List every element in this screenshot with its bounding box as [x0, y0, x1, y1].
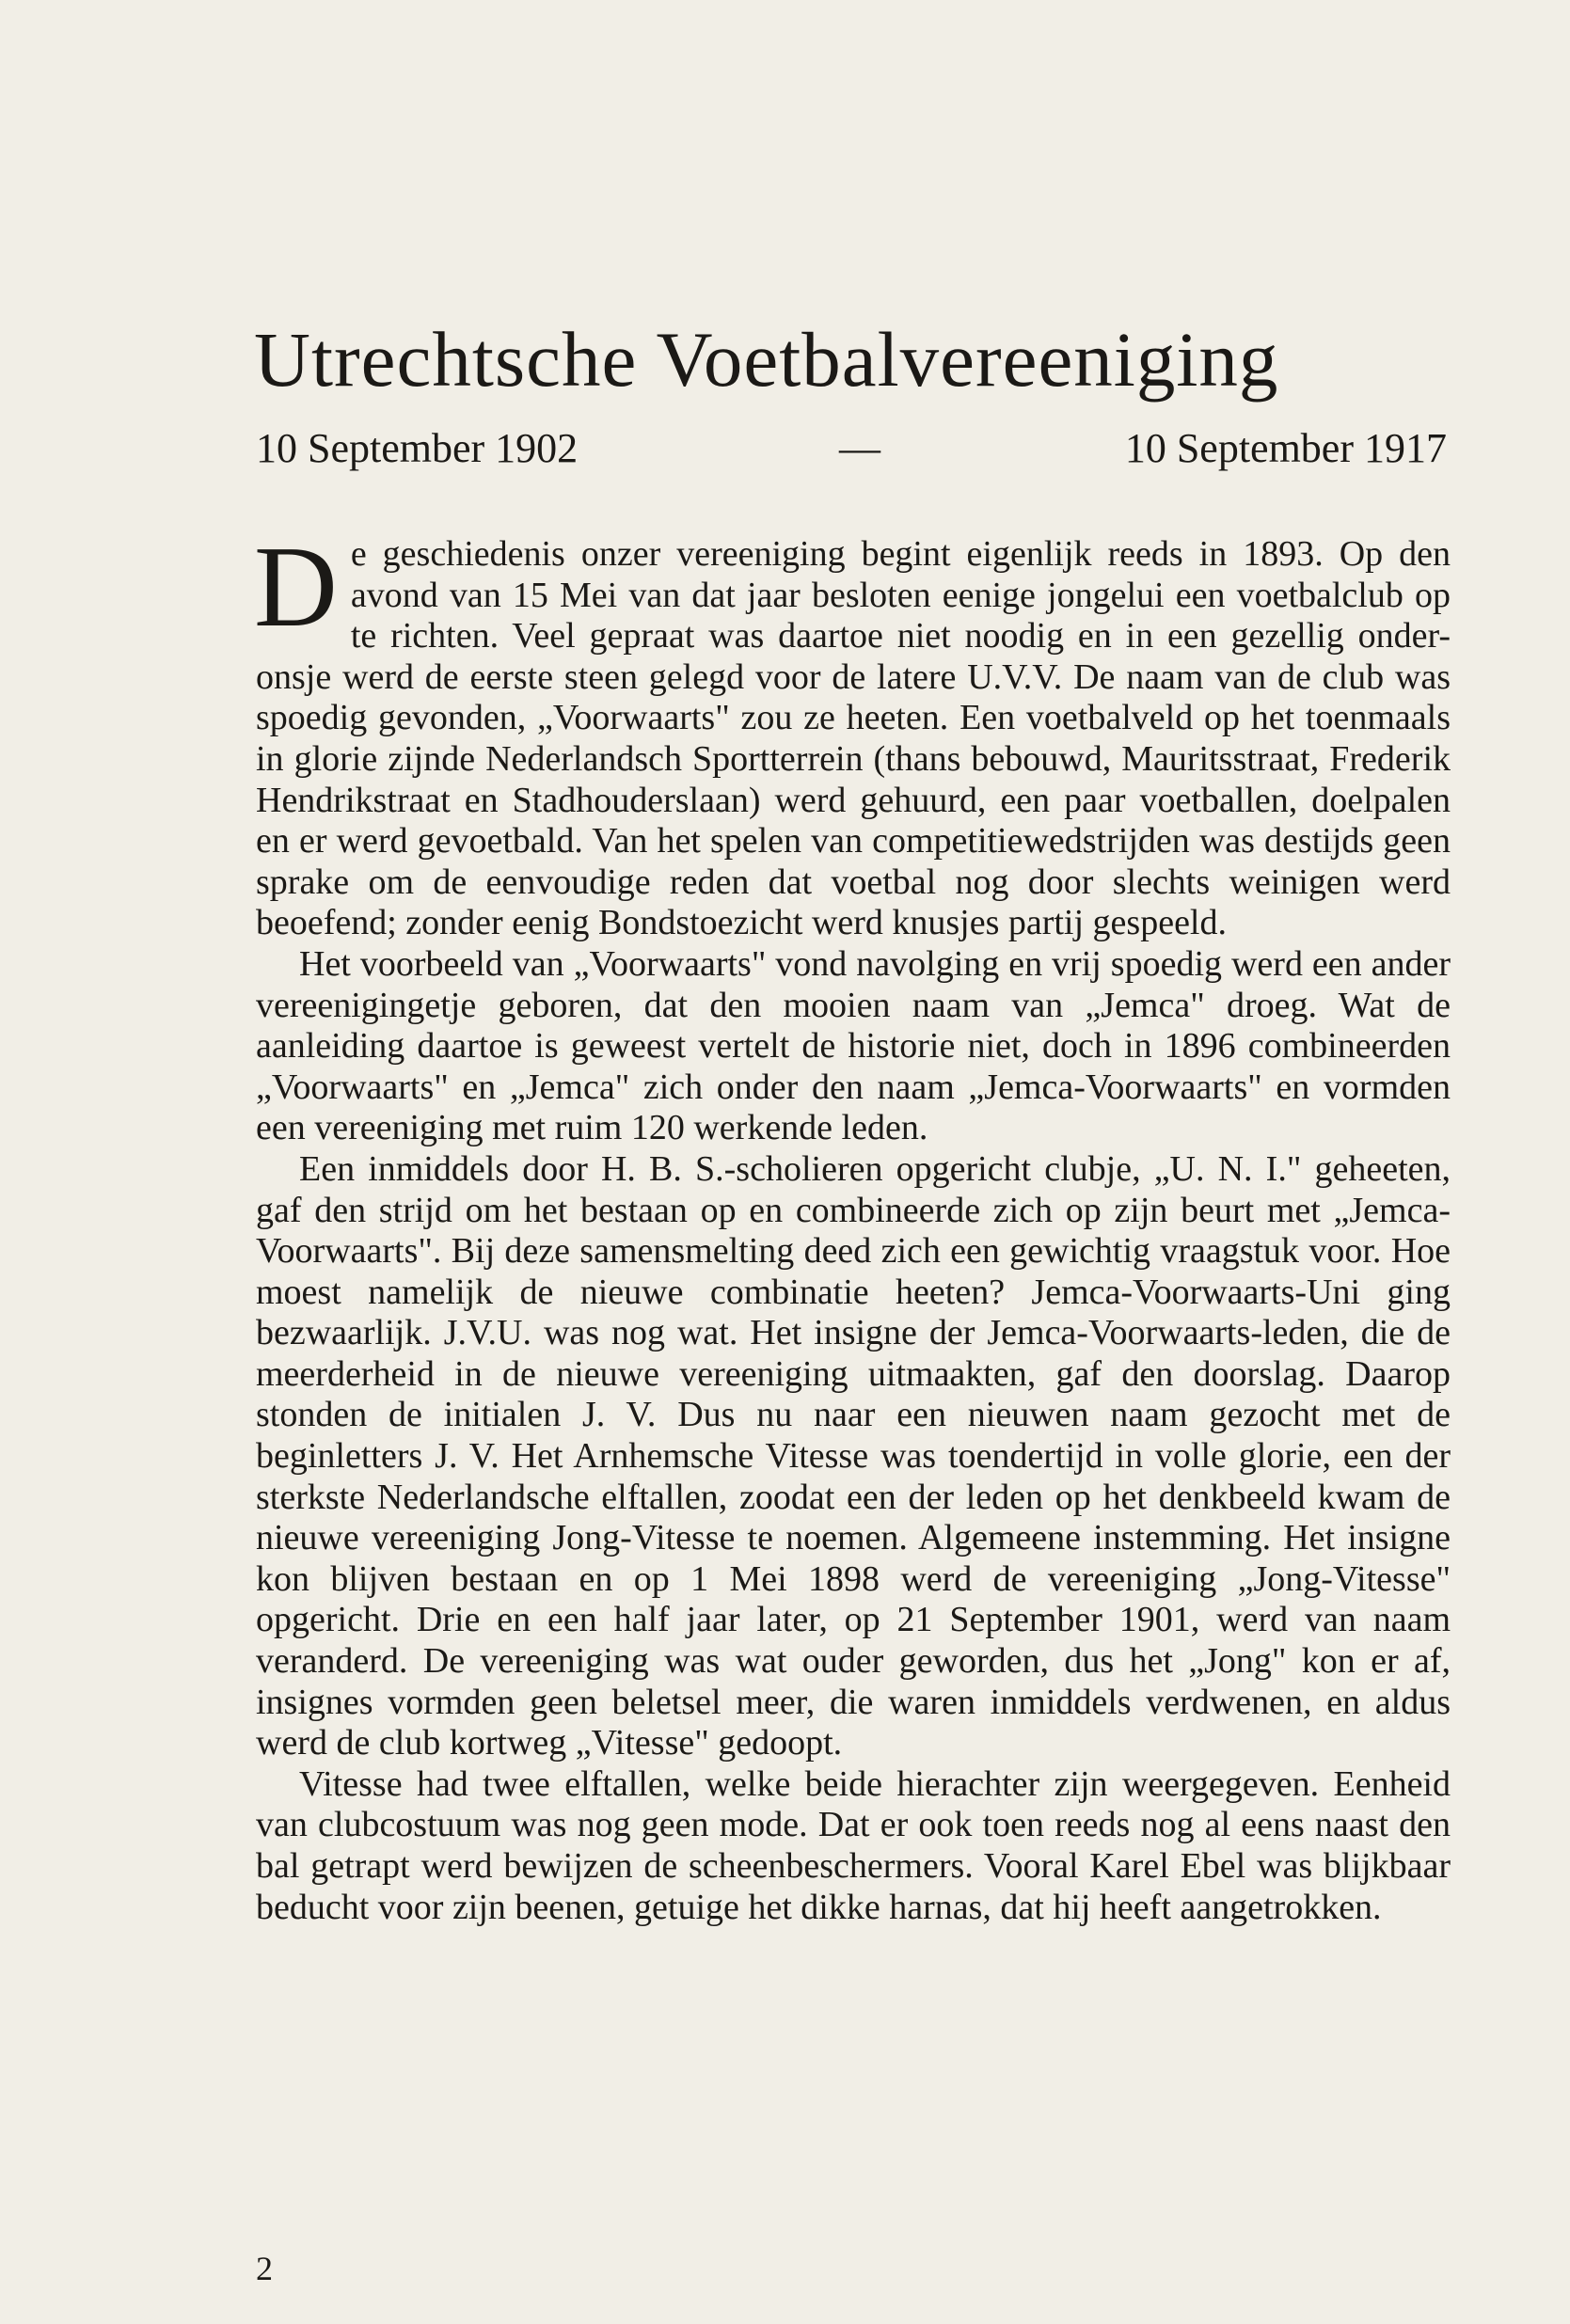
article-body — [254, 522, 1451, 1928]
start-date: 10 September 1902 — [256, 425, 579, 471]
paragraph-3: Een inmiddels door H. B. S.-scholieren opgericht clubje, „U. N. I." geheeten, gaf den strijd om het bestaan op en combineerde zich op zijn beurt met „Jemca-Voorwaarts". Bij deze samensmelting deed zich een gewichtig vraagstuk voor. Hoe moest namelijk de nieuwe combinatie heeten? Jemca-Voorwaarts-Uni ging bezwaarlijk. J.V.U. was nog wat. Het insigne der Jemca-Voorwaarts-leden, die de meerderheid in de nieuwe vereeniging uitmaakten, gaf den doorslag. Daarop stonden de initialen J. V. Dus nu naar een nieuwen naam gezocht met de beginletters J. V. Het Arnhemsche Vitesse was toendertijd in volle glorie, een der sterkste Nederlandsche elftallen, zoodat een der leden op het denkbeeld kwam de nieuwe vereeniging Jong-Vitesse te noemen. Algemeene instemming. Het insigne kon blijven bestaan en op 1 Mei 1898 werd de vereeniging „Jong-Vitesse" opgericht. Drie en een half jaar later, op 21 September 1901, werd van naam veranderd. De vereeniging was wat ouder geworden, dus het „Jong" kon er af, insignes vormden geen beletsel meer, die waren inmiddels verdwenen, en aldus werd de club kortweg „Vitesse" gedoopt. — [256, 1148, 1451, 1763]
article-title: Utrechtsche Voetbalvereeniging — [254, 316, 1279, 403]
date-separator: — — [839, 425, 880, 471]
paragraph-1 — [254, 522, 1451, 944]
paragraph-2: Het voorbeeld van „Voorwaarts" vond navolging en vrij spoedig werd een ander vereenigingetje geboren, dat den mooien naam van „Jemca" droeg. Wat de aanleiding daartoe is geweest vertelt de historie niet, doch in 1896 combineerden „Voorwaarts" en „Jemca" zich onder den naam „Jemca-Voorwaarts" en vormden een vereeniging met ruim 120 werkende leden. — [256, 943, 1451, 1148]
date-line — [256, 420, 1447, 477]
paragraph-4: Vitesse had twee elftallen, welke beide hierachter zijn weergegeven. Eenheid van clubcostuum was nog geen mode. Dat er ook toen reeds nog al eens naast den bal getrapt werd bewijzen de scheenbeschermers. Vooral Karel Ebel was blijkbaar beducht voor zijn beenen, getuige het dikke harnas, dat hij heeft aangetrokken. — [256, 1763, 1451, 1927]
end-date: 10 September 1917 — [1124, 425, 1447, 471]
paragraph-1-text: e geschiedenis onzer vereeniging begint eigenlijk reeds in 1893. Op den avond van 15 Mei van dat jaar besloten eenige jongelui een voetbalclub op te richten. Veel gepraat was daartoe niet noodig en in een gezellig onder-onsje werd de eerste steen gelegd voor de latere U.V.V. De naam van de club was spoedig gevonden, „Voorwaarts" zou ze heeten. Een voetbalveld op het toenmaals in glorie zijnde Nederlandsch Sportterrein (thans bebouwd, Mauritsstraat, Frederik Hendrikstraat en Stadhouderslaan) werd gehuurd, een paar voetballen, doelpalen en er werd gevoetbald. Van het spelen van competitiewedstrijden was destijds geen sprake om de eenvoudige reden dat voetbal nog door slechts weinigen werd beoefend; zonder eenig Bondstoezicht werd knusjes partij gespeeld. — [256, 534, 1451, 943]
drop-cap: D — [254, 522, 338, 651]
page-number: 2 — [256, 2250, 273, 2287]
